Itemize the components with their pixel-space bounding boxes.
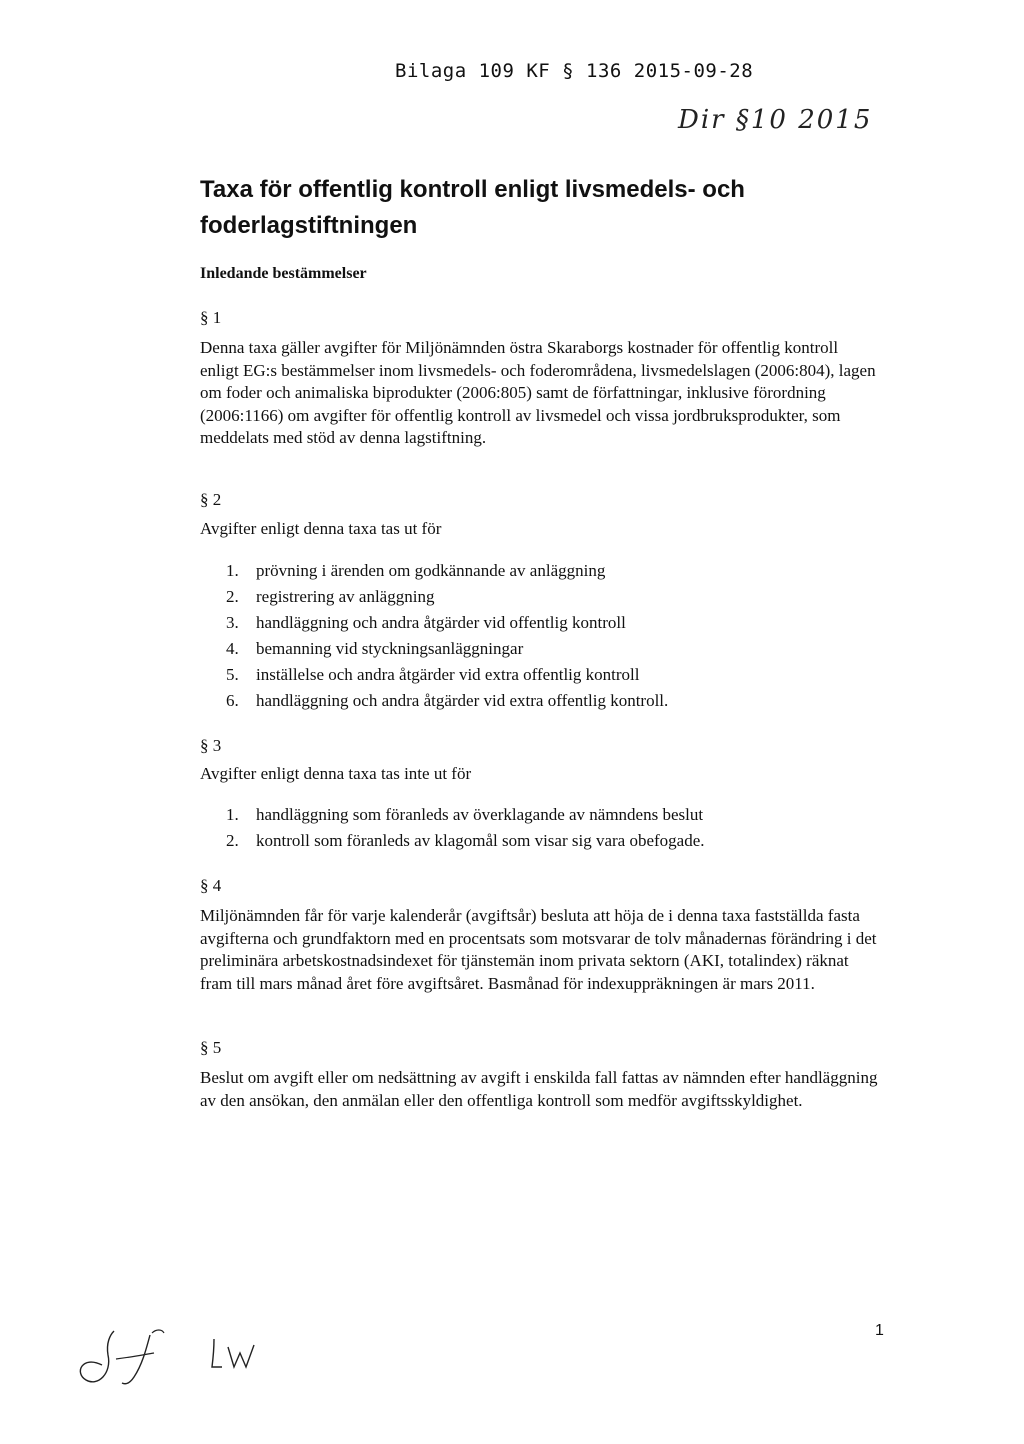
list-item-number: 2. [226,831,239,850]
section-label-1: § 1 [200,308,222,327]
list-item-text: bemanning vid styckningsanläggningar [256,639,524,658]
list-item-number: 1. [226,561,239,580]
list-item [226,688,668,714]
list-item-text: prövning i ärenden om godkännande av anläggning [256,561,606,580]
list-item-text: kontroll som föranleds av klagomål som visar sig vara obefogade. [256,831,705,850]
list-item [226,558,668,584]
list-item-number: 3. [226,613,239,632]
section-2-intro: Avgifter enligt denna taxa tas ut för [200,519,442,538]
section-label-5: § 5 [200,1038,222,1057]
list-item-number: 2. [226,587,239,606]
list-item-number: 5. [226,665,239,684]
document-title: Taxa för offentlig kontroll enligt livsmedels- och foderlagstiftningen [200,176,745,239]
list-item-number: 6. [226,691,239,710]
handwritten-reference: Dir §10 2015 [678,105,873,135]
section-label-4: § 4 [200,876,222,895]
list-item-text: handläggning som föranleds av överklagande av nämndens beslut [256,805,704,824]
section-1-text: Denna taxa gäller avgifter för Miljönämnden östra Skaraborgs kostnader för offentlig kontroll enligt EG:s bestämmelser inom livsmedels- och foderområdena, livsmedelslagen (2006:804), lagen om foder och animaliska biprodukter (2006:805) samt de författningar, inklusive förordning (2006:1166) om avgifter för offentlig kontroll av livsmedel och vissa jordbruksprodukter, som meddelats med stöd av denna lagstiftning. [200,338,876,447]
list-item-number: 4. [226,639,239,658]
section-label-3: § 3 [200,736,222,755]
section-4-text: Miljönämnden får för varje kalenderår (avgiftsår) besluta att höja de i denna taxa fastställda fasta avgifterna och grundfaktorn med en procentsats som motsvarar de tolv månadernas förändring i det preliminära arbetskostnadsindexet för tjänstemän inom privata sektorn (AKI, totalindex) räknat fram till mars månad året före avgiftsåret. Basmånad för indexuppräkningen är mars 2011. [200,906,877,993]
handwritten-initials-signature-2 [210,1335,270,1375]
list-item [226,610,668,636]
list-item [226,636,668,662]
list-item-text: inställelse och andra åtgärder vid extra offentlig kontroll [256,665,640,684]
list-item [226,584,668,610]
section-3-intro: Avgifter enligt denna taxa tas inte ut för [200,764,472,783]
section-heading: Inledande bestämmelser [200,265,367,282]
list-item-text: handläggning och andra åtgärder vid extra offentlig kontroll. [256,691,669,710]
section-5-text: Beslut om avgift eller om nedsättning av avgift i enskilda fall fattas av nämnden efter handläggning av den ansökan, den anmälan eller den offentliga kontroll som medför avgiftsskyldighet. [200,1068,878,1110]
section-label-2: § 2 [200,490,222,509]
section-2-list [226,558,668,714]
section-3-list [226,802,705,854]
list-item-number: 1. [226,805,239,824]
handwritten-initials-signature [72,1325,182,1390]
list-item [226,662,668,688]
list-item-text: handläggning och andra åtgärder vid offentlig kontroll [256,613,626,632]
page-number: 1 [875,1322,884,1339]
appendix-stamp: Bilaga 109 KF § 136 2015-09-28 [395,60,754,82]
list-item [226,828,705,854]
list-item [226,802,705,828]
list-item-text: registrering av anläggning [256,587,435,606]
